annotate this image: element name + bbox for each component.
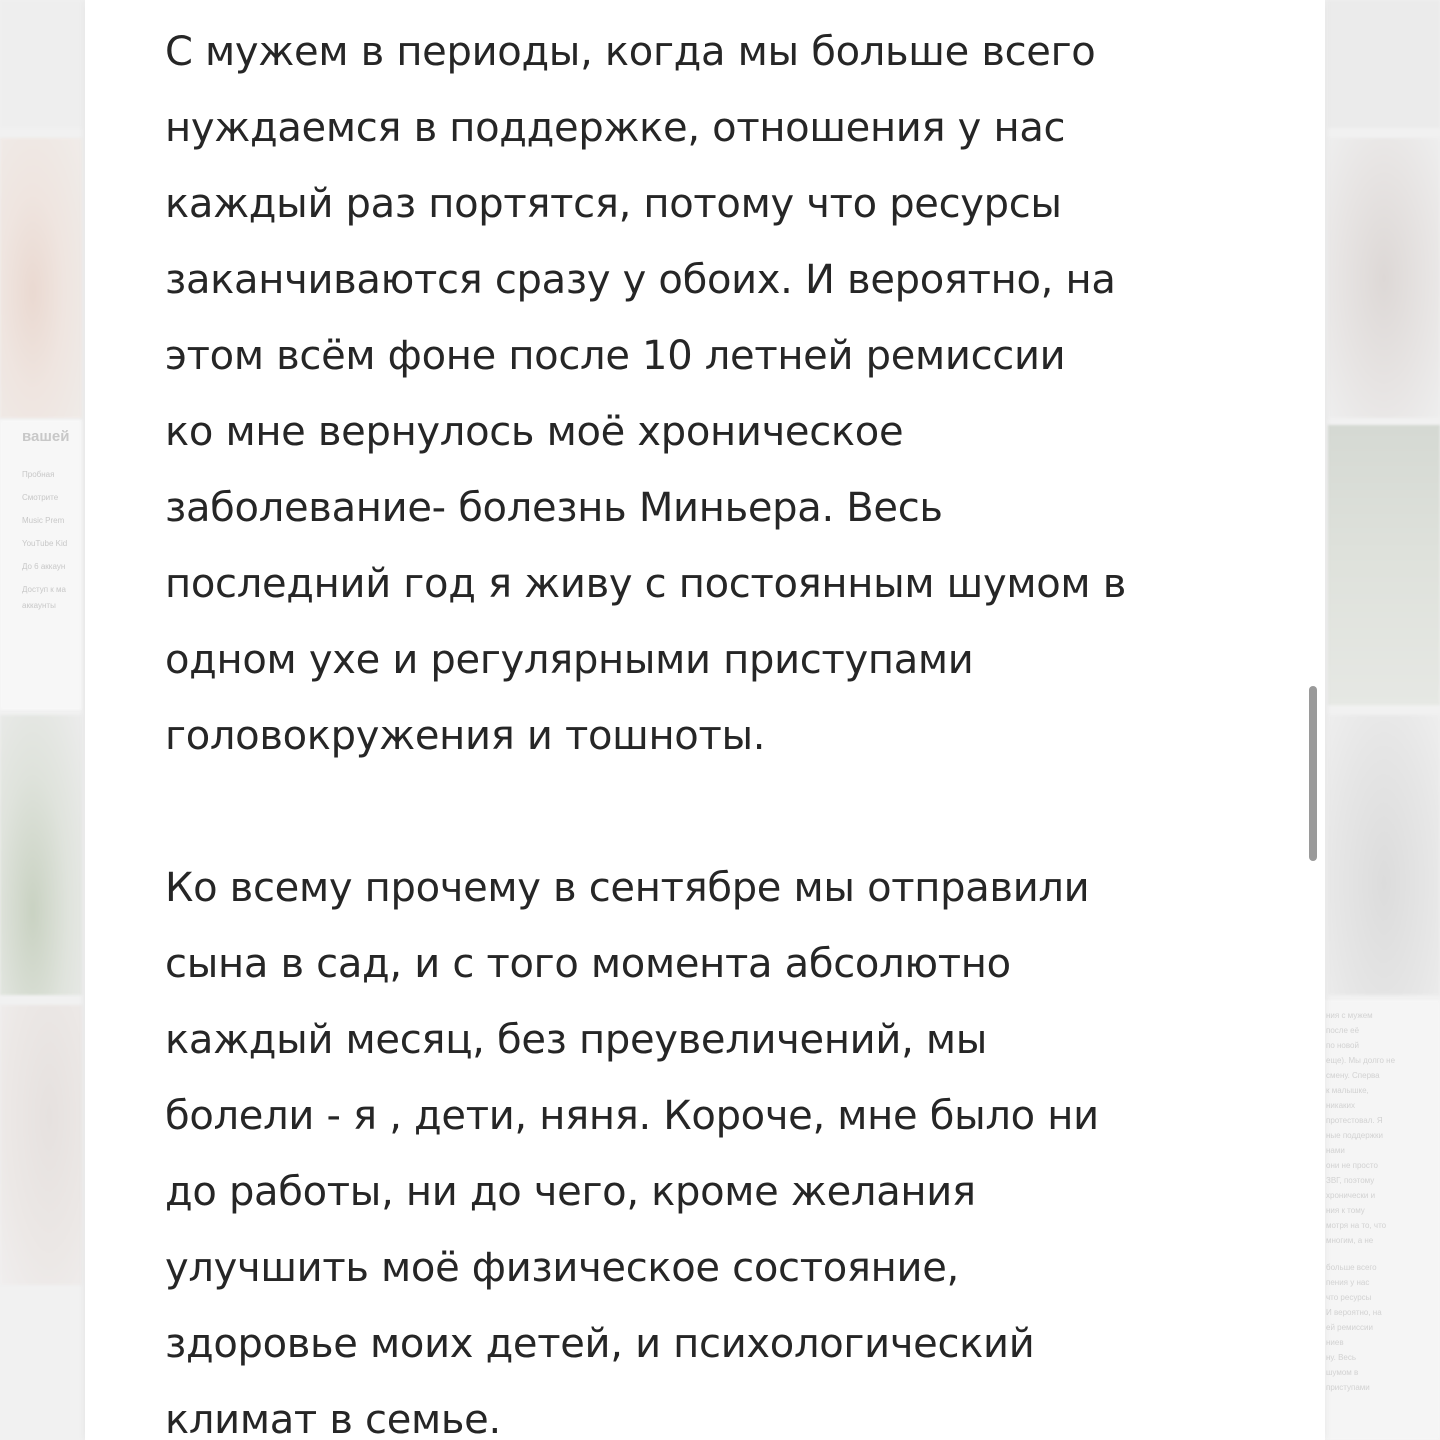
background-right-line: никаких	[1326, 1101, 1355, 1110]
background-right-line: что ресурсы	[1326, 1293, 1372, 1302]
note-line: этом всём фоне после 10 летней ремиссии	[165, 333, 1066, 379]
note-line: ко мне вернулось моё хроническое	[165, 409, 904, 455]
background-right-line: ей ремиссии	[1326, 1323, 1373, 1332]
background-left-line: Music Prem	[22, 516, 65, 525]
background-right-line: ЗВГ, поэтому	[1326, 1176, 1375, 1185]
background-thumbnail	[1328, 138, 1440, 418]
note-line: С мужем в периоды, когда мы больше всего	[165, 29, 1096, 75]
background-right-line: ные поддержки	[1326, 1131, 1383, 1140]
background-thumbnail	[0, 138, 82, 418]
background-left-line: Доступ к ма	[22, 585, 66, 594]
background-thumbnail	[1328, 0, 1440, 128]
background-left-line: YouTube Kid	[22, 539, 68, 548]
note-line: головокружения и тошноты.	[165, 713, 766, 759]
background-right-line: нами	[1326, 1146, 1345, 1155]
note-line: улучшить моё физическое состояние,	[165, 1245, 959, 1291]
background-right-line: протестовал. Я	[1326, 1116, 1383, 1125]
note-line: до работы, ни до чего, кроме желания	[165, 1169, 976, 1215]
background-right-line: смену. Сперва	[1326, 1071, 1380, 1080]
note-line: заканчиваются сразу у обоих. И вероятно, на	[165, 257, 1116, 303]
background-left-heading: вашей	[22, 428, 70, 445]
note-line: болели - я , дети, няня. Короче, мне было ни	[165, 1093, 1099, 1139]
vertical-scrollbar[interactable]	[1309, 686, 1317, 861]
background-right-line	[1326, 1248, 1416, 1260]
background-right-text	[1326, 1008, 1416, 1395]
background-right-line: к малышке,	[1326, 1086, 1369, 1095]
background-right-line: приступами	[1326, 1383, 1370, 1392]
background-left-line: Смотрите	[22, 493, 59, 502]
background-right-line: ния к тому	[1326, 1206, 1365, 1215]
background-right-line: после её	[1326, 1026, 1360, 1035]
background-right-line: И вероятно, на	[1326, 1308, 1382, 1317]
note-line: каждый месяц, без преувеличений, мы	[165, 1017, 988, 1063]
background-thumbnail	[0, 0, 82, 128]
note-line: Ко всему прочему в сентябре мы отправили	[165, 865, 1090, 911]
note-line: одном ухе и регулярными приступами	[165, 637, 974, 683]
background-left-line: До 6 аккаун	[22, 562, 66, 571]
background-right-line: ну. Весь	[1326, 1353, 1357, 1362]
background-right-line: они не просто	[1326, 1161, 1378, 1170]
background-thumbnail	[0, 1005, 82, 1285]
note-line: климат в семье.	[165, 1397, 501, 1440]
background-right-line: по новой	[1326, 1041, 1359, 1050]
note-line: нуждаемся в поддержке, отношения у нас	[165, 105, 1066, 151]
background-right-line: многим, а не	[1326, 1236, 1374, 1245]
background-right-line: хронически и	[1326, 1191, 1376, 1200]
background-left-line: Пробная	[22, 470, 55, 479]
background-right-line: еще). Мы долго не	[1326, 1056, 1396, 1065]
note-sheet	[85, 0, 1325, 1440]
note-line: здоровье моих детей, и психологический	[165, 1321, 1035, 1367]
background-thumbnail	[1328, 425, 1440, 705]
background-right-line: ниев	[1326, 1338, 1344, 1347]
note-line: заболевание- болезнь Миньера. Весь	[165, 485, 943, 531]
background-right-line: мотря на то, что	[1326, 1221, 1387, 1230]
background-left-line: аккаунты	[22, 601, 56, 610]
background-right-line: больше всего	[1326, 1263, 1377, 1272]
paragraph-gap	[165, 774, 1285, 850]
note-body[interactable]	[165, 14, 1285, 1440]
note-line: каждый раз портятся, потому что ресурсы	[165, 181, 1062, 227]
background-right-line: пения у нас	[1326, 1278, 1370, 1287]
background-right-line: шумом в	[1326, 1368, 1359, 1377]
background-thumbnail	[1328, 715, 1440, 995]
note-line: последний год я живу с постоянным шумом в	[165, 561, 1126, 607]
background-right-line: ния с мужем	[1326, 1011, 1373, 1020]
background-thumbnail	[0, 715, 82, 995]
background-left-text	[22, 428, 82, 611]
note-line: сына в сад, и с того момента абсолютно	[165, 941, 1011, 987]
